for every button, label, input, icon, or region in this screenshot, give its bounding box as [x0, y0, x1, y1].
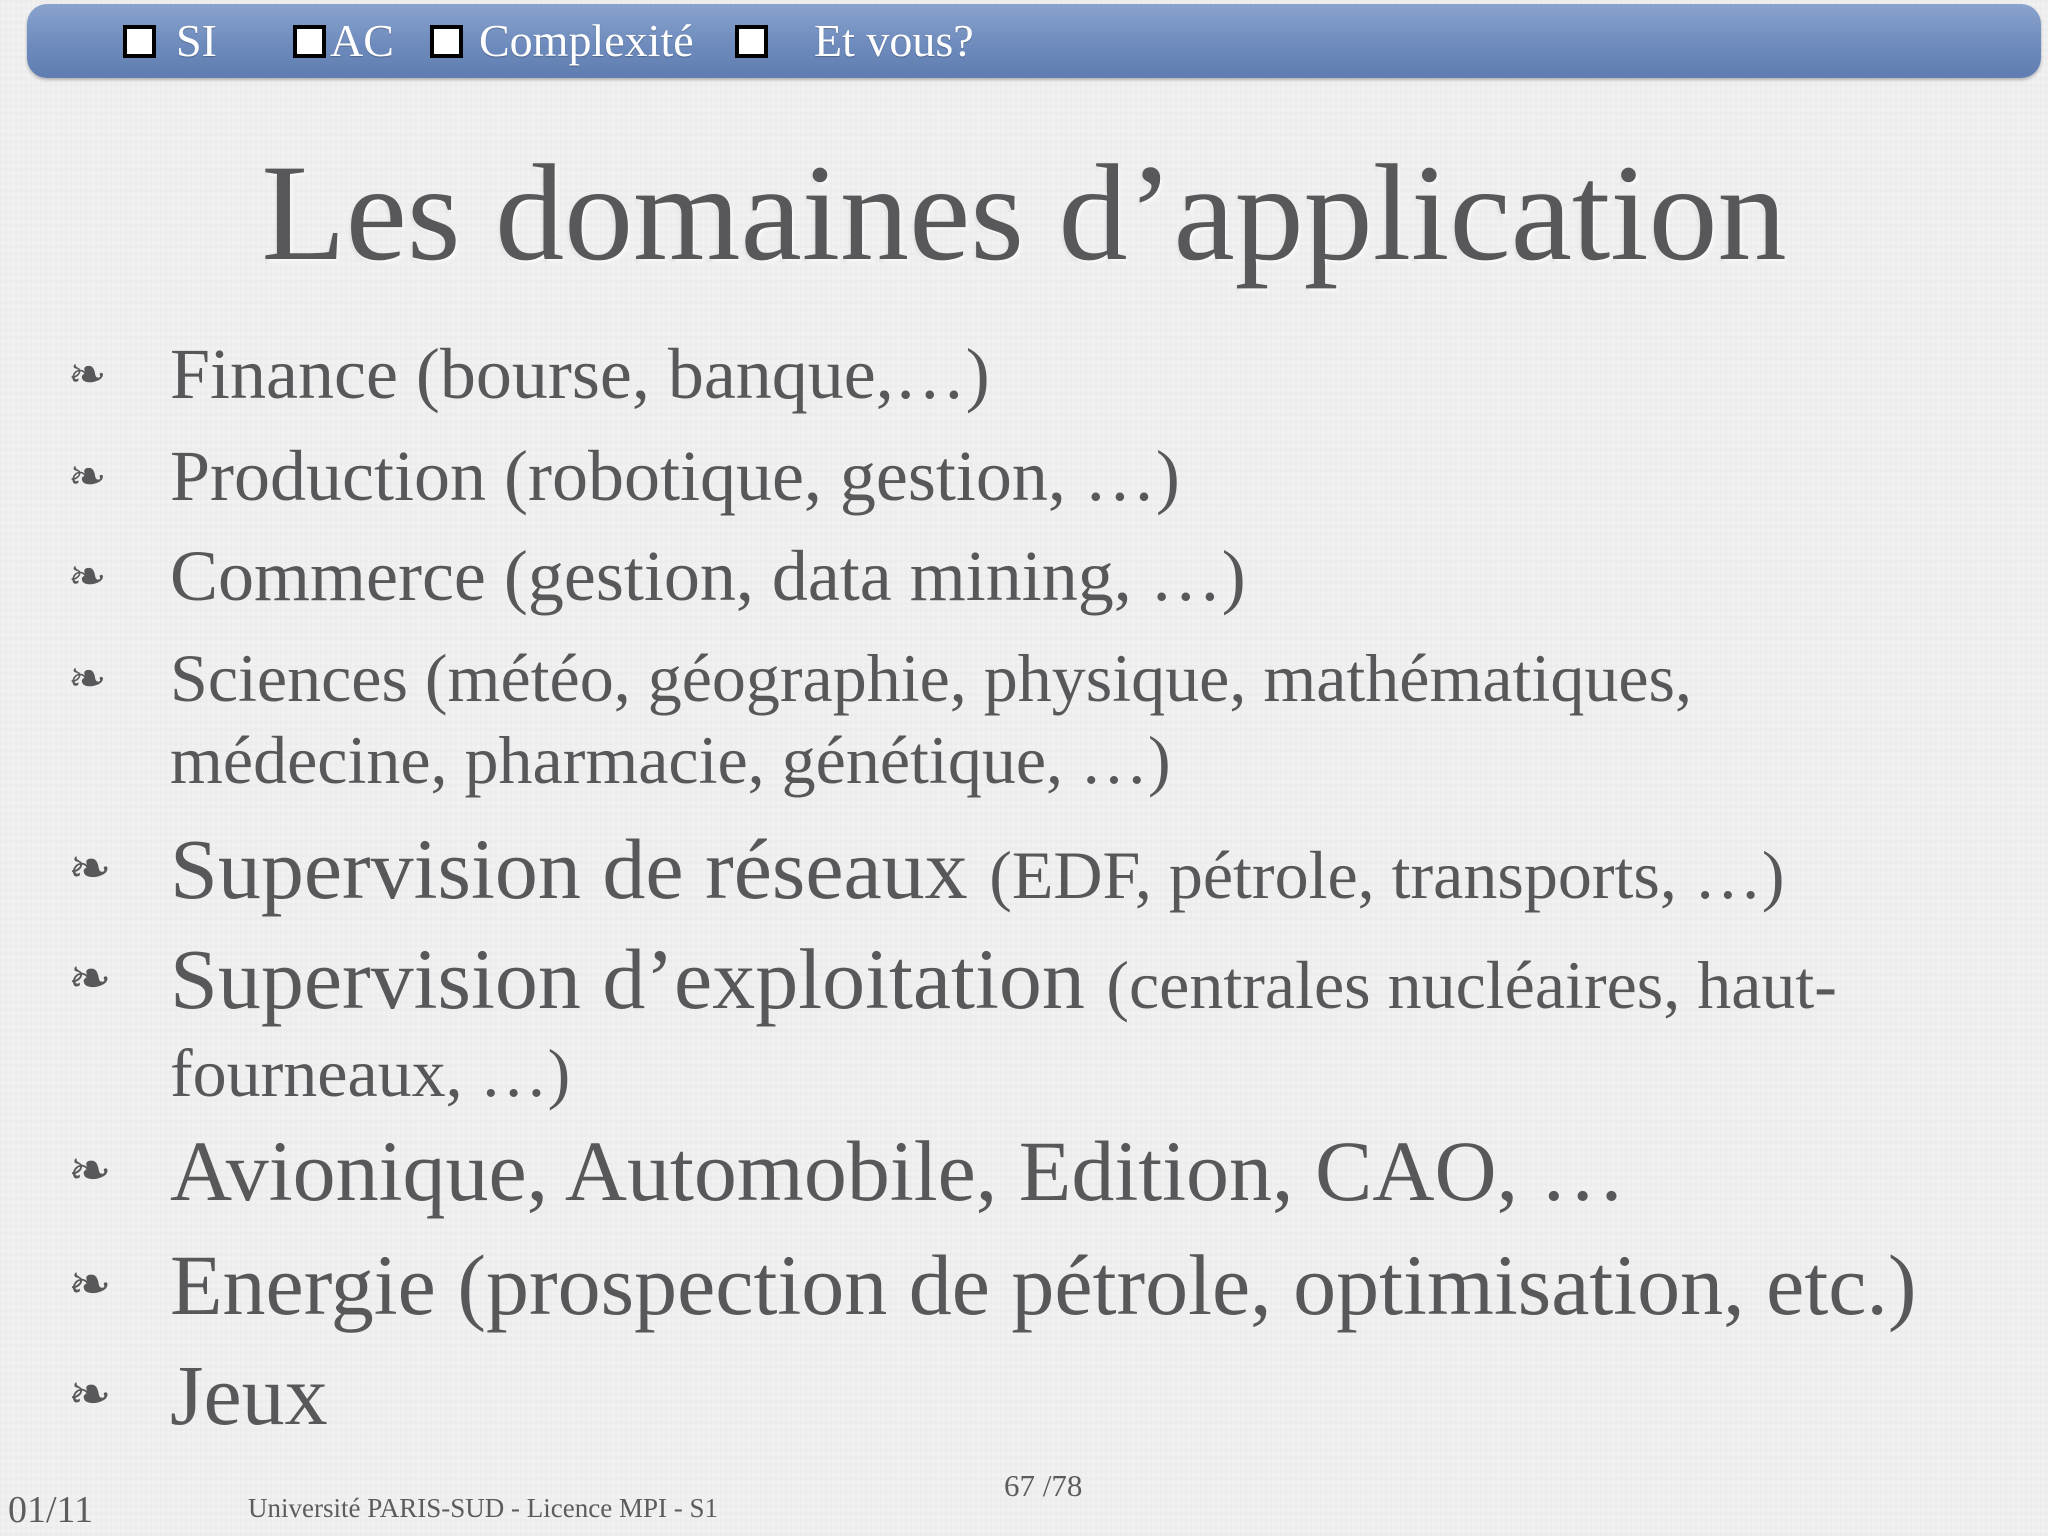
bullet-text — [170, 931, 1837, 1113]
floral-heart-bullet-icon: ❧ — [68, 347, 107, 401]
bullet-item — [68, 1347, 1988, 1443]
bullet-text — [170, 821, 1784, 923]
floral-heart-bullet-icon: ❧ — [68, 1255, 112, 1315]
bullet-detail-text: (EDF, pétrole, transports, …) — [989, 837, 1785, 913]
bullet-text-line: fourneaux, …) — [170, 1035, 571, 1111]
floral-heart-bullet-icon: ❧ — [68, 949, 112, 1009]
bullet-text: Production (robotique, gestion, …) — [170, 436, 1180, 516]
floral-heart-bullet-icon: ❧ — [68, 651, 107, 705]
bullet-text: Commerce (gestion, data mining, …) — [170, 536, 1246, 616]
floral-heart-bullet-icon: ❧ — [68, 549, 107, 603]
bullet-detail-text: (centrales nucléaires, haut- — [1106, 947, 1837, 1023]
floral-heart-bullet-icon: ❧ — [68, 1141, 112, 1201]
page-number: 67 /78 — [1004, 1468, 1083, 1503]
footer-date: 01/11 — [8, 1489, 94, 1531]
bullet-text-line — [170, 931, 1837, 1033]
floral-heart-bullet-icon: ❧ — [68, 1365, 112, 1425]
bullet-item — [68, 1123, 1988, 1219]
footer-institution: Université PARIS-SUD - Licence MPI - S1 — [248, 1493, 718, 1523]
bullet-text: Finance (bourse, banque,…) — [170, 334, 990, 414]
bullet-item — [68, 535, 1988, 617]
bullet-main-text: Supervision de réseaux — [170, 821, 990, 917]
nav-item-label: AC — [330, 15, 394, 66]
bullet-item — [68, 931, 1988, 1113]
bullet-text — [170, 637, 1692, 801]
bullet-main-text: Supervision d’exploitation — [170, 931, 1107, 1027]
bullet-item — [68, 821, 1988, 923]
bullet-text: Jeux — [170, 1347, 328, 1443]
bullet-text-line: Sciences (météo, géographie, physique, mathématiques, — [170, 640, 1692, 716]
bullet-text: Avionique, Automobile, Edition, CAO, … — [170, 1123, 1626, 1219]
bullet-item — [68, 637, 1988, 801]
bullet-item — [68, 435, 1988, 517]
bullet-item — [68, 333, 1988, 415]
nav-item-label: SI — [176, 15, 217, 66]
slide-title: Les domaines d’application — [261, 136, 1787, 289]
nav-item-label: Complexité — [479, 15, 694, 66]
bullet-text-line: médecine, pharmacie, génétique, …) — [170, 722, 1171, 798]
floral-heart-bullet-icon: ❧ — [68, 839, 112, 899]
bullet-text: Energie (prospection de pétrole, optimisation, etc.) — [170, 1237, 1917, 1333]
bullet-item — [68, 1237, 1988, 1333]
nav-item-label: Et vous? — [814, 15, 974, 66]
floral-heart-bullet-icon: ❧ — [68, 449, 107, 503]
